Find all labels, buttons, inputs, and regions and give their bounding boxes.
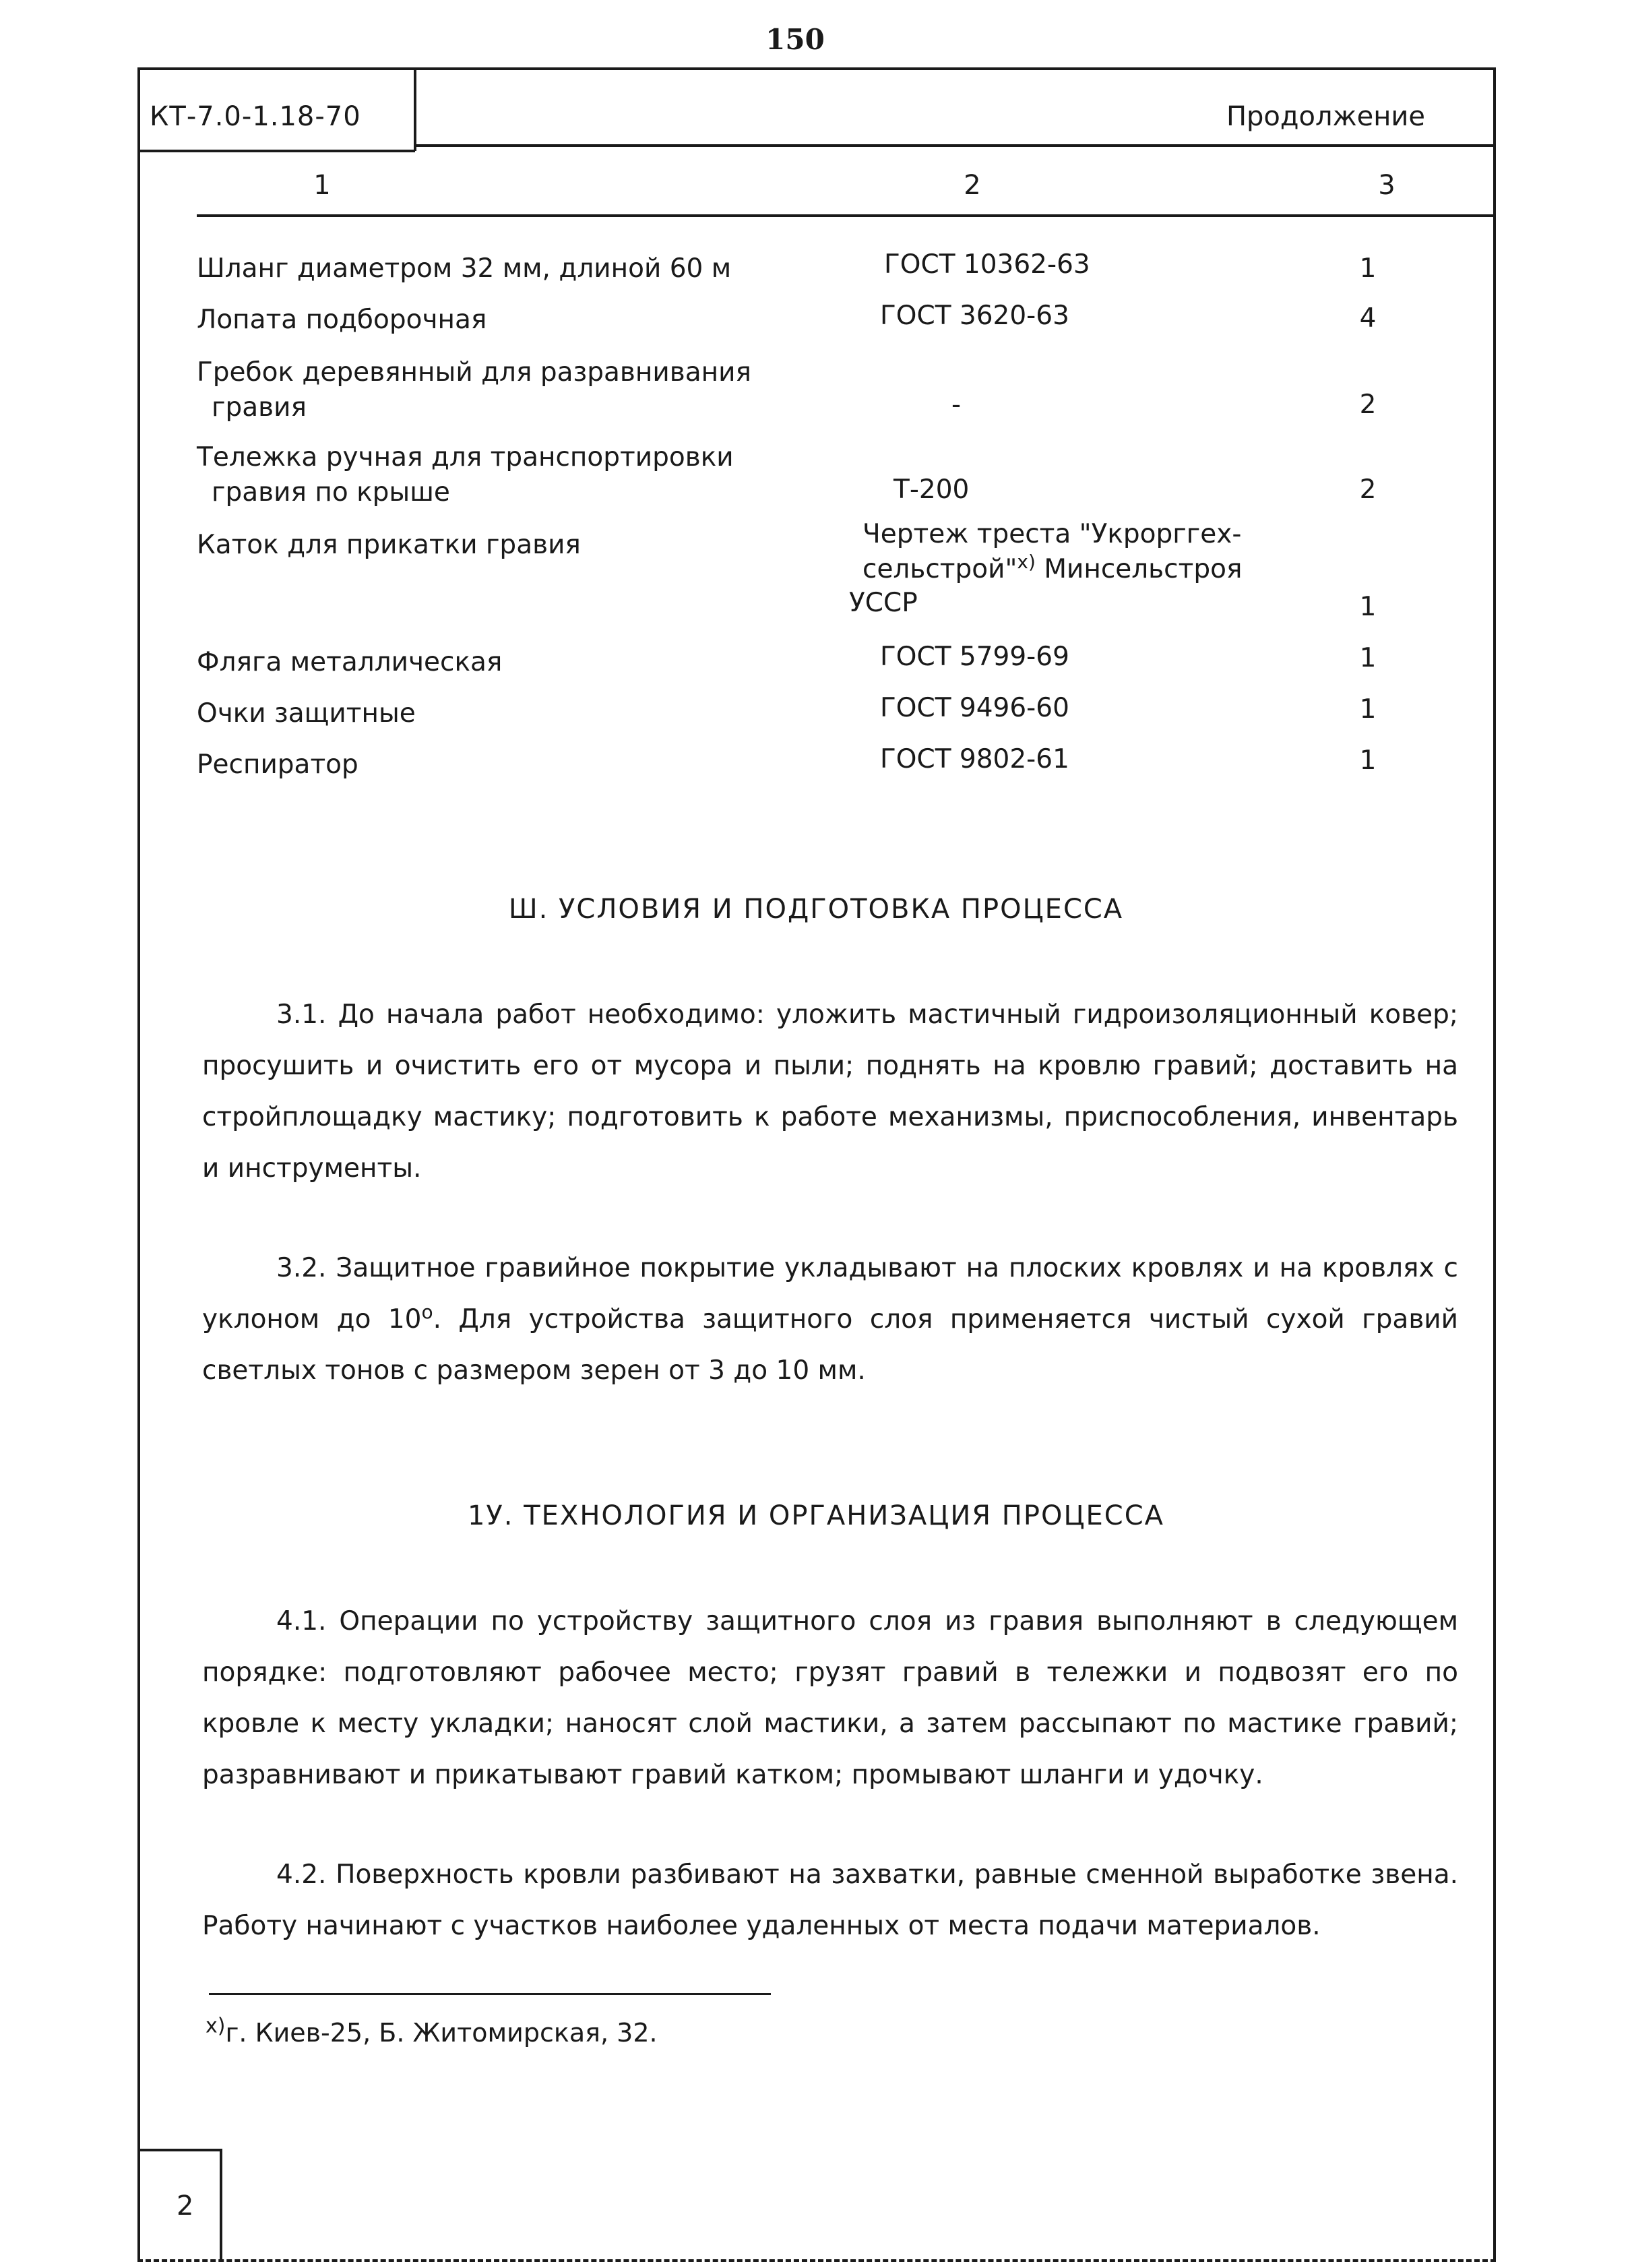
frame-right-line [1493, 67, 1496, 2261]
code-box-divider [414, 67, 416, 151]
table-row-qty: 1 [1359, 745, 1377, 776]
section-3-title: Ш. УСЛОВИЯ И ПОДГОТОВКА ПРОЦЕССА [508, 894, 1124, 925]
frame-bottom-line [137, 2259, 1496, 2262]
code-box-bottom-line [137, 150, 415, 152]
table-row-standard-line2: сельстрой"$^{x)}$ Минсельстроя [862, 551, 1243, 584]
table-row-name-line1: Гребок деревянный для разравнивания [197, 357, 751, 388]
frame-top-line [137, 67, 1496, 70]
table-row-standard: ГОСТ 9496-60 [880, 693, 1069, 723]
table-row-name: Шланг диаметром 32 мм, длиной 60 м [197, 253, 732, 284]
table-row-name: Каток для прикатки гравия [197, 530, 581, 560]
table-header-bottom-line [197, 214, 1495, 217]
table-row-standard-line3: УССР [849, 588, 918, 618]
table-row-name-line1: Тележка ручная для транспортировки [197, 442, 734, 472]
table-row-name-line2: гравия [212, 392, 307, 423]
table-row-standard: Т-200 [893, 474, 970, 505]
column-header-2: 2 [964, 170, 981, 201]
continuation-underline [414, 144, 1495, 147]
table-row-name: Респиратор [197, 749, 358, 780]
continuation-label: Продолжение [1226, 101, 1425, 132]
table-row-qty: 1 [1359, 592, 1377, 622]
table-row-qty: 2 [1359, 390, 1377, 420]
sheet-number: 2 [177, 2190, 194, 2221]
section-4-title: 1У. ТЕХНОЛОГИЯ И ОРГАНИЗАЦИЯ ПРОЦЕССА [467, 1500, 1165, 1531]
table-row-qty: 1 [1359, 643, 1377, 673]
table-row-standard: ГОСТ 9802-61 [880, 744, 1069, 774]
table-row-name: Очки защитные [197, 698, 416, 729]
table-row-qty: 1 [1359, 253, 1377, 284]
table-row-standard: ГОСТ 5799-69 [880, 642, 1069, 672]
sheet-box-top-line [137, 2149, 221, 2151]
table-row-name: Лопата подборочная [197, 305, 487, 335]
paragraph-4-1: 4.1. Операции по устройству защитного слоя из гравия выполняют в следующем порядке: подготовляют рабочее место; грузят гравий в тележки и подвозят его по кровле к месту укладки; наносят слой мастики, а затем рассыпают по мастике гравий; разравнивают и прикатывают гравий катком; промывают шланги и удочку. [202, 1606, 1458, 1790]
paragraph-3-2: 3.2. Защитное гравийное покрытие укладывают на плоских кровлях и на кровлях с уклоном до $10^о$. Для устройства защитного слоя применяется чистый сухой гравий светлых тонов с размером зерен от 3 до 10 мм. [202, 1253, 1458, 1386]
table-row-name-line2: гравия по крыше [212, 477, 450, 508]
footnote-marker: x) [1017, 551, 1036, 573]
footnote [206, 2014, 658, 2048]
footnote-mark: x) [206, 2014, 226, 2038]
paragraph-4-2: 4.2. Поверхность кровли разбивают на захватки, равные сменной выработке звена. Работу начинают с участков наиболее удаленных от места подачи материалов. [202, 1860, 1458, 1941]
table-row-qty: 4 [1359, 303, 1377, 334]
footnote-rule [209, 1993, 771, 1995]
table-row-standard: ГОСТ 10362-63 [884, 249, 1090, 280]
table-row-standard-line1: Чертеж треста "Укрорггех- [862, 519, 1242, 549]
column-header-1: 1 [313, 170, 331, 201]
footnote-text: г. Киев-25, Б. Житомирская, 32. [225, 2018, 658, 2048]
table-row-standard: ГОСТ 3620-63 [880, 301, 1069, 331]
paragraph-3-1: 3.1. До начала работ необходимо: уложить мастичный гидроизоляционный ковер; просушить и очистить его от мусора и пыли; поднять на кровлю гравий; доставить на стройплощадку мастику; подготовить к работе механизмы, приспособления, инвентарь и инструменты. [202, 1000, 1458, 1184]
table-row-qty: 2 [1359, 474, 1377, 505]
table-row-name: Фляга металлическая [197, 647, 503, 677]
table-row-standard: - [951, 390, 962, 420]
page-number: 150 [765, 23, 825, 56]
column-header-3: 3 [1378, 170, 1395, 201]
frame-left-line [137, 67, 140, 2261]
sheet-box-right-line [220, 2149, 222, 2261]
document-code: КТ-7.0-1.18-70 [150, 101, 361, 132]
table-row-qty: 1 [1359, 694, 1377, 725]
